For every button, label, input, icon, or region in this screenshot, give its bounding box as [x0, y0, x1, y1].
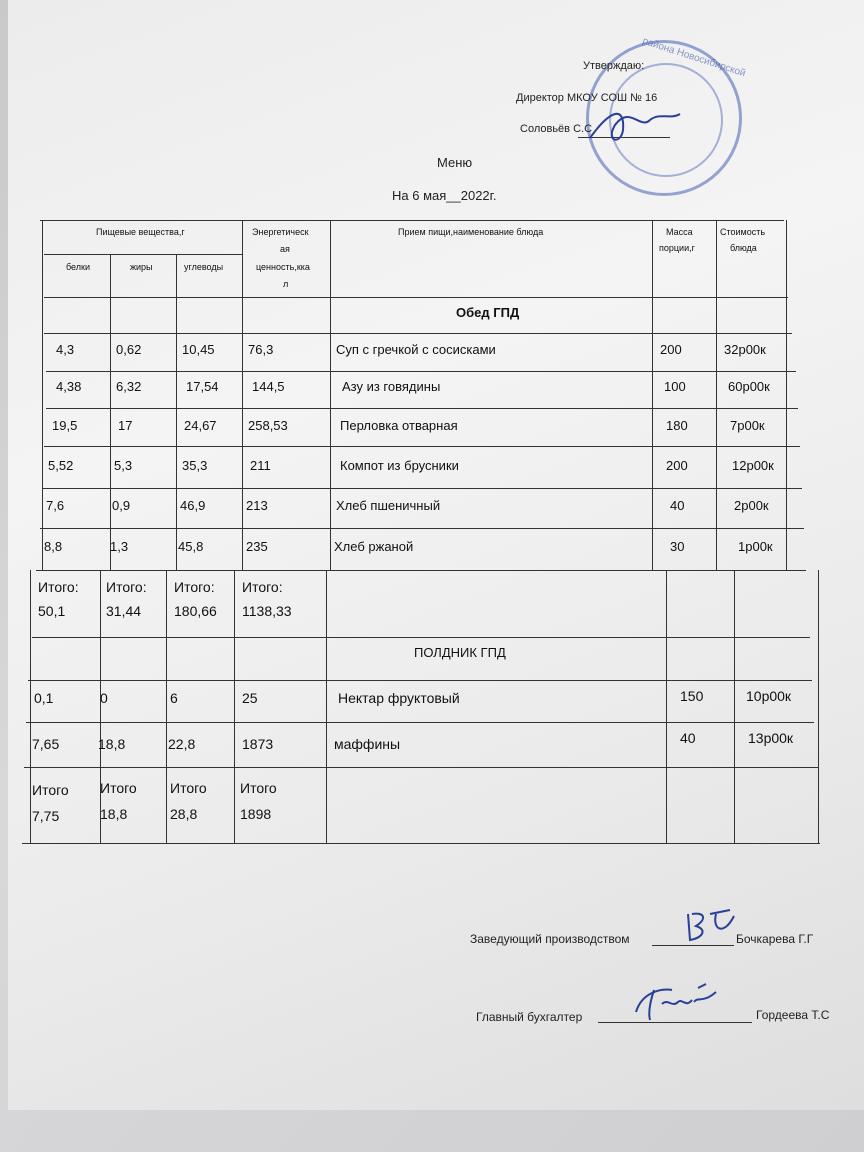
table-cell: 258,53	[248, 418, 288, 433]
director-signature	[585, 100, 685, 150]
accountant-label: Главный бухгалтер	[476, 1010, 583, 1024]
total-label: Итого:	[242, 579, 283, 595]
total-carbs: 180,66	[174, 603, 217, 619]
table-cell: 0,9	[112, 498, 131, 513]
total-label: Итого	[170, 780, 207, 796]
table-cell: 8,8	[44, 539, 63, 554]
header-carbs: углеводы	[184, 262, 224, 272]
snack-total-fat: 18,8	[100, 806, 128, 822]
director-title: Директор МКОУ СОШ № 16	[516, 92, 658, 104]
table-cell: 32р00к	[724, 342, 766, 357]
table-cell: 45,8	[178, 539, 204, 554]
header-cost-2: блюда	[730, 243, 757, 253]
section-snack-title: ПОЛДНИК ГПД	[414, 645, 506, 660]
table-cell: Азу из говядины	[342, 379, 441, 394]
table-cell: Нектар фруктовый	[338, 690, 460, 706]
total-label: Итого:	[174, 579, 215, 595]
table-cell: 35,3	[182, 458, 208, 473]
table-cell: 4,3	[56, 342, 75, 357]
table-cell: 211	[250, 458, 271, 473]
section-lunch-title: Обед ГПД	[456, 305, 520, 320]
director-name: Соловьёв С.С	[520, 123, 593, 135]
accountant-signature	[632, 982, 722, 1026]
table-cell: 200	[666, 458, 688, 473]
table-cell: 10,45	[182, 342, 215, 357]
snack-total-energy: 1898	[240, 806, 272, 822]
header-nutrients: Пищевые вещества,г	[96, 227, 185, 237]
stamp-text: района Новосибирской	[640, 35, 747, 80]
table-cell: 19,5	[52, 418, 78, 433]
table-cell: Компот из брусники	[340, 458, 459, 473]
table-cell: 213	[246, 498, 268, 513]
table-cell: 76,3	[248, 342, 274, 357]
snack-total-carbs: 28,8	[170, 806, 198, 822]
total-label: Итого:	[106, 579, 147, 595]
table-cell: 7,6	[46, 498, 65, 513]
table-cell: 144,5	[252, 379, 285, 394]
table-cell: 24,67	[184, 418, 217, 433]
header-energy-2: ая	[280, 244, 290, 254]
table-cell: 12р00к	[732, 458, 774, 473]
table-cell: 40	[670, 498, 685, 513]
total-label: Итого	[32, 782, 69, 798]
table-cell: 22,8	[168, 736, 196, 752]
header-meal: Прием пищи,наименование блюда	[398, 227, 544, 237]
table-cell: маффины	[334, 736, 401, 752]
table-cell: 1р00к	[738, 539, 773, 554]
table-cell: 2р00к	[734, 498, 769, 513]
table-cell: Перловка отварная	[340, 418, 458, 433]
header-cost-1: Стоимость	[720, 227, 766, 237]
table-cell: 10р00к	[746, 688, 792, 704]
approve-label: Утверждаю:	[583, 60, 645, 72]
table-cell: 100	[664, 379, 686, 394]
table-cell: 0,1	[34, 690, 54, 706]
table-cell: 46,9	[180, 498, 206, 513]
page-title: Меню	[437, 155, 473, 170]
header-protein: белки	[66, 262, 90, 272]
table-cell: 6,32	[116, 379, 142, 394]
table-cell: 235	[246, 539, 268, 554]
manager-label: Заведующий производством	[470, 932, 630, 946]
table-cell: 1873	[242, 736, 274, 752]
header-energy-1: Энергетическ	[252, 227, 309, 237]
table-cell: 5,52	[48, 458, 74, 473]
total-label: Итого:	[38, 579, 79, 595]
snack-total-protein: 7,75	[32, 808, 60, 824]
table-cell: Хлеб ржаной	[334, 539, 414, 554]
header-mass-2: порции,г	[659, 243, 695, 253]
table-cell: 200	[660, 342, 682, 357]
table-cell: 40	[680, 730, 696, 746]
table-cell: 17,54	[186, 379, 219, 394]
table-cell: 150	[680, 688, 704, 704]
table-cell: 7р00к	[730, 418, 765, 433]
table-cell: 0,62	[116, 342, 142, 357]
total-fat: 31,44	[106, 603, 142, 619]
table-cell: 25	[242, 690, 258, 706]
total-energy: 1138,33	[242, 603, 292, 619]
total-label: Итого	[240, 780, 277, 796]
table-cell: 180	[666, 418, 688, 433]
accountant-name: Гордеева Т.С	[756, 1008, 830, 1022]
total-label: Итого	[100, 780, 137, 796]
table-cell: 30	[670, 539, 685, 554]
total-protein: 50,1	[38, 603, 66, 619]
table-cell: 5,3	[114, 458, 133, 473]
table-cell: 13р00к	[748, 730, 794, 746]
header-mass-1: Масса	[666, 227, 693, 237]
header-energy-3: ценность,кка	[256, 262, 310, 272]
table-cell: 18,8	[98, 736, 126, 752]
table-cell: 17	[118, 418, 133, 433]
table-cell: 4,38	[56, 379, 82, 394]
table-cell: 7,65	[32, 736, 60, 752]
manager-signature	[680, 906, 740, 946]
table-cell: Суп с гречкой с сосисками	[336, 342, 496, 357]
table-cell: 0	[100, 690, 108, 706]
header-fat: жиры	[130, 262, 153, 272]
table-cell: 1,3	[110, 539, 129, 554]
menu-date: На 6 мая__2022г.	[392, 188, 497, 203]
manager-name: Бочкарева Г.Г	[736, 932, 814, 946]
header-energy-4: л	[283, 279, 289, 289]
table-cell: 60р00к	[728, 379, 770, 394]
table-cell: 6	[170, 690, 178, 706]
table-cell: Хлеб пшеничный	[336, 498, 441, 513]
